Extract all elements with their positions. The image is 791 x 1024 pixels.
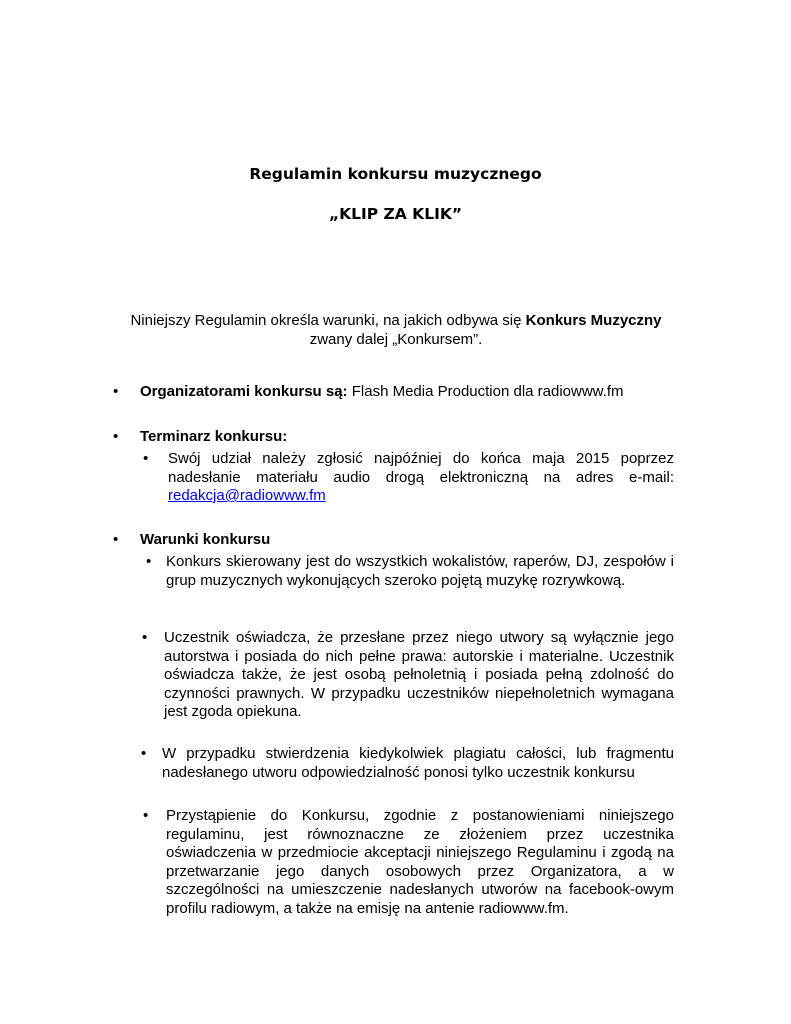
list-item-conditions <box>113 530 271 549</box>
schedule-item-text: Swój udział należy zgłosić najpóźniej do końca maja 2015 poprzez nadesłanie materiału audio drogą elektroniczną na adres e-mail: <box>168 450 674 486</box>
list-item <box>143 450 674 506</box>
list-item-schedule <box>113 427 288 446</box>
list-item-organizers <box>113 382 624 401</box>
intro-text: Niniejszy Regulamin określa warunki, na jakich odbywa się <box>130 312 526 329</box>
intro-text-end: zwany dalej „Konkursem”. <box>309 331 483 348</box>
list-item <box>143 807 674 918</box>
bullet-icon: • <box>113 531 119 548</box>
organizers-text: Flash Media Production dla radiowww.fm <box>347 383 624 400</box>
page-title: Regulamin konkursu muzycznego <box>249 165 542 183</box>
bullet-icon: • <box>113 428 119 445</box>
bullet-icon: • <box>143 450 149 467</box>
list-item <box>146 553 674 590</box>
bullet-icon: • <box>113 383 119 400</box>
condition-text: W przypadku stwierdzenia kiedykolwiek plagiatu całości, lub fragmentu nadesłanego utworu odpowiedzialność ponosi tylko uczestnik konkursu <box>162 745 674 781</box>
contest-name: „KLIP ZA KLIK” <box>328 205 463 223</box>
bullet-icon: • <box>146 553 152 570</box>
bullet-icon: • <box>141 745 147 762</box>
condition-text: Konkurs skierowany jest do wszystkich wokalistów, raperów, DJ, zespołów i grup muzycznych wykonujących szeroko pojętą muzykę rozrywkową. <box>166 553 674 589</box>
bullet-icon: • <box>142 629 148 646</box>
email-link[interactable]: redakcja@radiowww.fm <box>168 487 326 504</box>
organizers-label: Organizatorami konkursu są: <box>140 383 348 400</box>
intro-bold: Konkurs Muzyczny <box>525 312 662 329</box>
conditions-label: Warunki konkursu <box>140 531 271 548</box>
condition-text: Przystąpienie do Konkursu, zgodnie z postanowieniami niniejszego regulaminu, jest równoznaczne ze złożeniem przez uczestnika oświadczenia w przedmiocie akceptacji niniejszego Regulaminu i zgodą na przetwarzanie jego danych osobowych przez Organizatora, a w szczególności na umieszczenie nadesłanych utworów na facebook-owym profilu radiowym, a także na emisję na antenie radiowww.fm. <box>166 807 674 917</box>
list-item <box>142 629 674 722</box>
list-item <box>141 745 674 782</box>
bullet-icon: • <box>143 807 149 824</box>
schedule-label: Terminarz konkursu: <box>140 428 288 445</box>
intro-paragraph <box>110 311 682 349</box>
condition-text: Uczestnik oświadcza, że przesłane przez niego utwory są wyłącznie jego autorstwa i posiada do nich pełne prawa: autorskie i materialne. Uczestnik oświadcza także, że jest osobą pełnoletnią i posiada pełną zdolność do czynności prawnych. W przypadku uczestników niepełnoletnich wymagana jest zgoda opiekuna. <box>164 629 674 720</box>
